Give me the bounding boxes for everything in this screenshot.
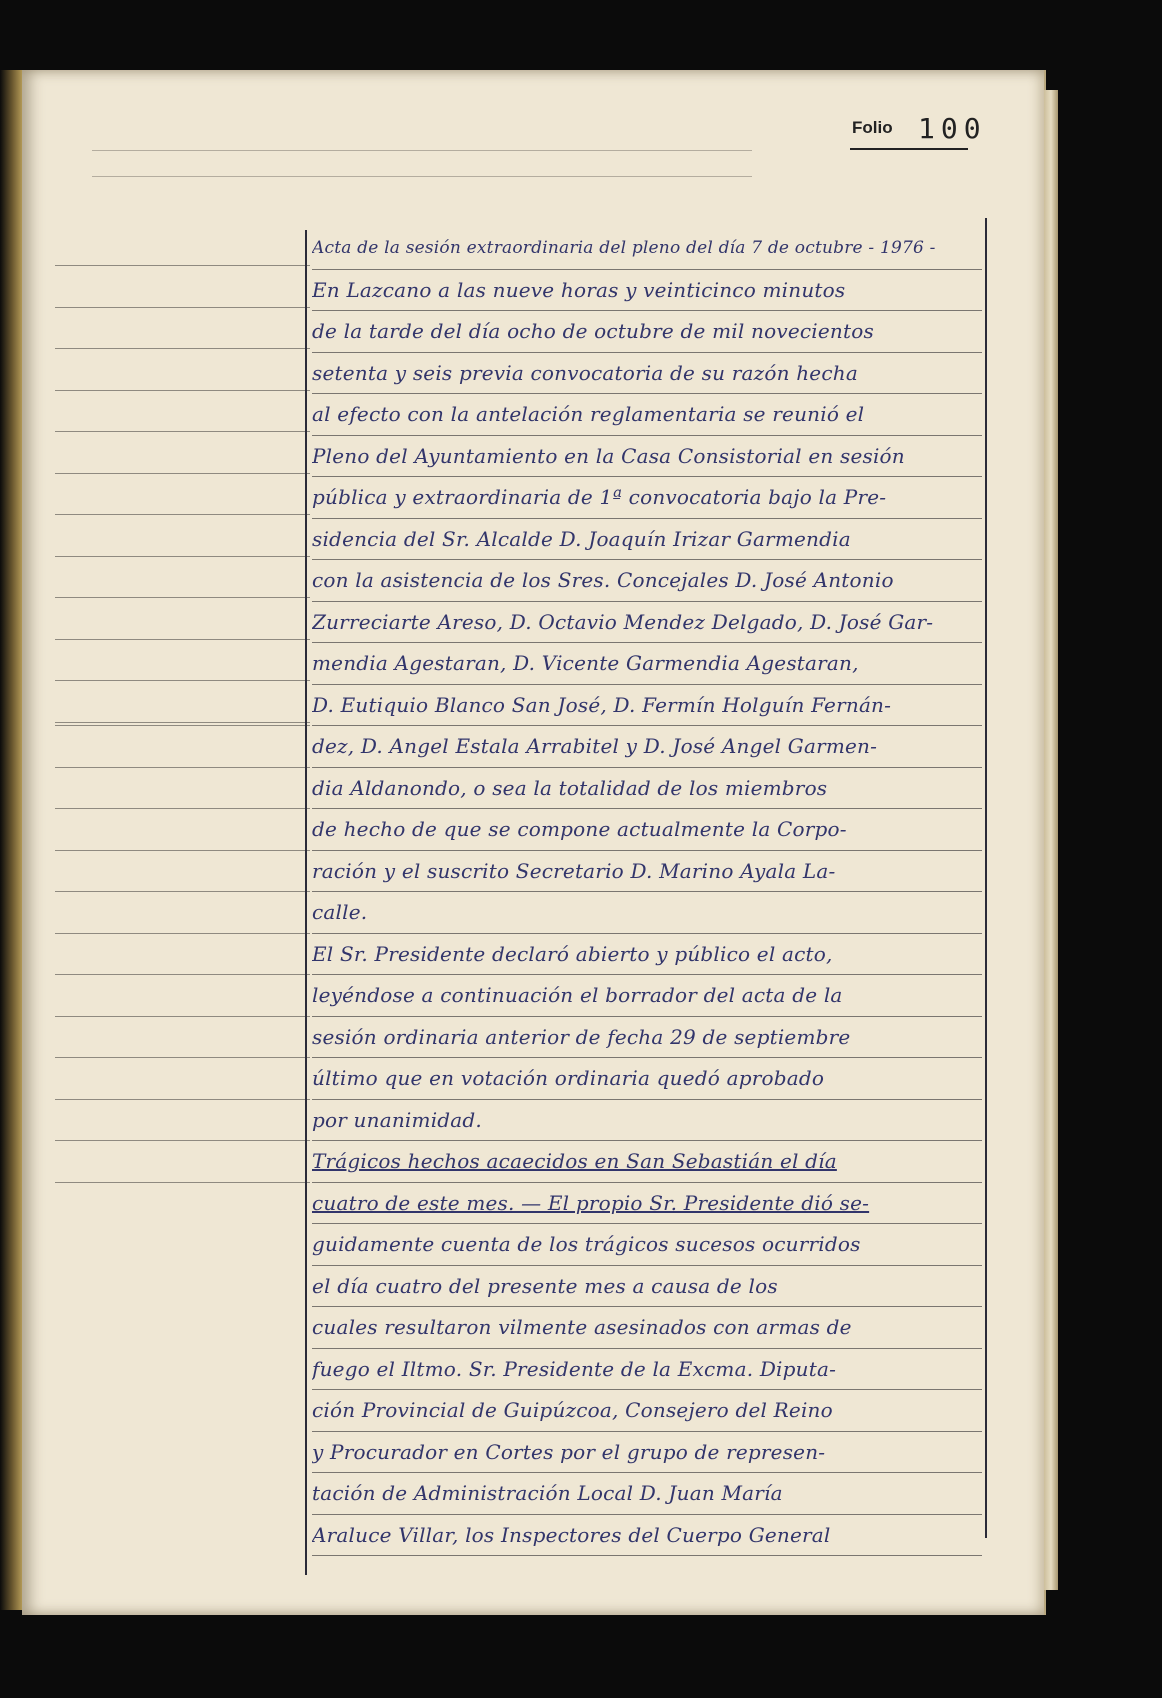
text-line: Araluce Villar, los Inspectores del Cuerpo General [312,1515,982,1557]
text-line: fuego el Iltmo. Sr. Presidente de la Excma. Diputa- [312,1349,982,1391]
text-line: Zurreciarte Areso, D. Octavio Mendez Delgado, D. José Gar- [312,602,982,644]
text-line: último que en votación ordinaria quedó aprobado [312,1058,982,1100]
margin-rule [55,431,310,432]
text-line: D. Eutiquio Blanco San José, D. Fermín Holguín Fernán- [312,685,982,727]
margin-rule [55,473,310,474]
text-line: tación de Administración Local D. Juan María [312,1473,982,1515]
text-line: el día cuatro del presente mes a causa de los [312,1266,982,1308]
text-line: dia Aldanondo, o sea la totalidad de los miembros [312,768,982,810]
folio-underline [850,148,968,150]
text-line: al efecto con la antelación reglamentaria se reunió el [312,394,982,436]
text-line: Trágicos hechos acaecidos en San Sebastián el día [312,1141,982,1183]
margin-rule [55,1099,310,1100]
margin-rule [55,597,310,598]
text-line: sidencia del Sr. Alcalde D. Joaquín Irizar Garmendia [312,519,982,561]
margin-rule [55,1016,310,1017]
margin-rule [55,639,310,640]
text-line: setenta y seis previa convocatoria de su razón hecha [312,353,982,395]
text-line: Pleno del Ayuntamiento en la Casa Consistorial en sesión [312,436,982,478]
margin-rule [55,722,310,723]
margin-rule [55,1182,310,1183]
text-line: El Sr. Presidente declaró abierto y público el acto, [312,934,982,976]
text-line: de hecho de que se compone actualmente la Corpo- [312,809,982,851]
folio-label: Folio [852,118,893,137]
left-margin-line [305,230,307,1575]
right-margin-line [985,218,987,1538]
folio-number: 100 [918,112,987,145]
text-line: dez, D. Angel Estala Arrabitel y D. José Angel Garmen- [312,726,982,768]
text-line: sesión ordinaria anterior de fecha 29 de septiembre [312,1017,982,1059]
margin-rule [55,307,310,308]
margin-rule [55,891,310,892]
margin-rule [55,767,310,768]
faint-header-rule [92,150,752,151]
margin-rule [55,850,310,851]
margin-rule [55,390,310,391]
text-line: leyéndose a continuación el borrador del acta de la [312,975,982,1017]
text-line: calle. [312,892,982,934]
margin-rule [55,514,310,515]
text-line: ción Provincial de Guipúzcoa, Consejero del Reino [312,1390,982,1432]
margin-rule [55,1140,310,1141]
text-line: guidamente cuenta de los trágicos sucesos ocurridos [312,1224,982,1266]
text-line: Acta de la sesión extraordinaria del pleno del día 7 de octubre - 1976 - [312,228,982,270]
margin-rule [55,265,310,266]
margin-rule [55,933,310,934]
text-line: ración y el suscrito Secretario D. Marino Ayala La- [312,851,982,893]
margin-rule [55,556,310,557]
margin-rule [55,1057,310,1058]
text-line: cuatro de este mes. — El propio Sr. Presidente dió se- [312,1183,982,1225]
margin-rule [55,348,310,349]
text-line: por unanimidad. [312,1100,982,1142]
faint-header-rule [92,176,752,177]
text-line: con la asistencia de los Sres. Concejales D. José Antonio [312,560,982,602]
page-stack-edge [1044,90,1058,1590]
margin-rule [55,974,310,975]
text-line: cuales resultaron vilmente asesinados con armas de [312,1307,982,1349]
text-line: mendia Agestaran, D. Vicente Garmendia Agestaran, [312,643,982,685]
text-line: En Lazcano a las nueve horas y veinticinco minutos [312,270,982,312]
handwritten-minutes [312,228,982,1556]
margin-rule [55,680,310,681]
text-line: de la tarde del día ocho de octubre de mil novecientos [312,311,982,353]
margin-rule [55,808,310,809]
text-line: pública y extraordinaria de 1ª convocatoria bajo la Pre- [312,477,982,519]
margin-rule [55,725,310,726]
text-line: y Procurador en Cortes por el grupo de represen- [312,1432,982,1474]
